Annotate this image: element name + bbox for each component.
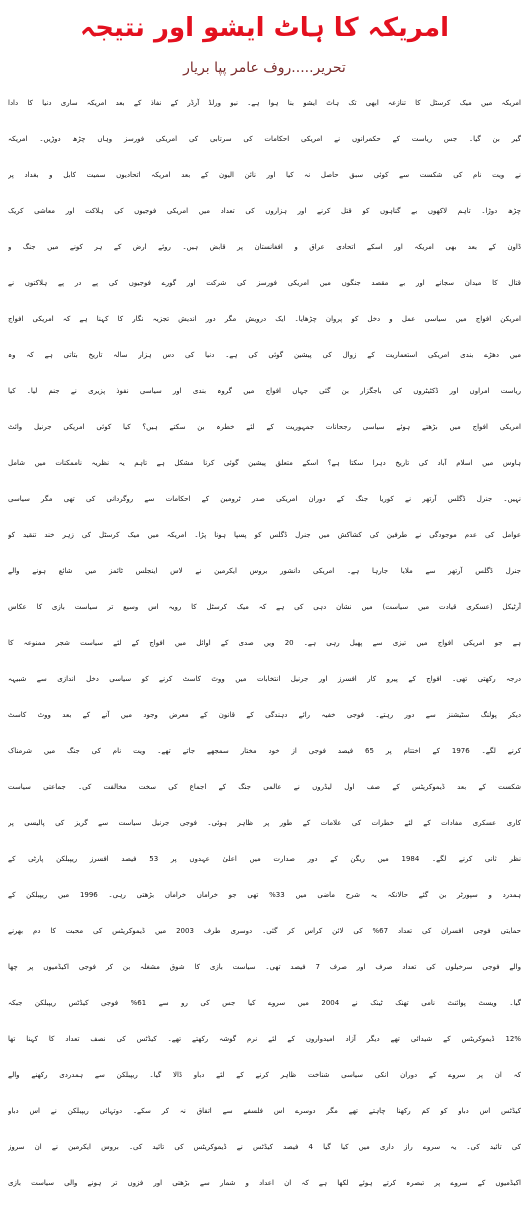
article-line: نظر ثانی کرنے لگے۔ 1984 میں ریگن کے دور صدارت میں اعلیٰ عہدوں پر 53 فیصد افسرز ریپبلکن پارٹی کے — [8, 855, 521, 863]
article-line: دیکر پولنگ سٹیشنز سے دور رہتے۔ فوجی خفیہ رائے دہندگی کے قانون کے معرض وجود میں آنے کے بعد ووٹ کاسٹ — [8, 711, 521, 719]
article-line: عوامل کی عدم موجودگی نے طرفین کی کشاکش میں جنرل ڈگلس کو پسپا ہونا پڑا۔ امریکہ میں میک کرسٹل کی زہر خند تنقید کو — [8, 531, 521, 539]
article-line: امریکہ میں میک کرسٹل کا تنازعہ ابھی تک ہاٹ ایشو بنا ہوا ہے۔ نیو ورلڈ آرڈر کے نفاذ کے بعد امریکہ ساری دنیا کا دادا — [8, 99, 521, 107]
article-line: کی تائید کی۔ یہ سروے راز داری میں کیا گیا 4 فیصد کیڈٹس نے ڈیموکریٹس کی تائید کی۔ بروس ایکرمین نے ان سروز — [8, 1143, 521, 1151]
article-line: چڑھ دوڑا۔ تاہم لاکھوں بے گناہوں کو قتل کرنے اور ہزاروں کی تعداد میں امریکی فوجیوں کی ہلاکت اور معاشی کریک — [8, 207, 521, 215]
article-title: امریکہ کا ہاٹ ایشو اور نتیجہ — [79, 13, 449, 43]
article-line: گیر بن گیا۔ جس ریاست کے حکمرانوں نے امریکی احکامات کی سرتابی کی امریکی فورسز وہاں چڑھ دوڑیں۔ امریکہ — [8, 135, 521, 143]
article-line: درجہ رکھتی تھی۔ افواج کے پیرو کار افسرز اور جرنیل انتخابات میں ووٹ کاسٹ کرنے کو سیاسی دخل اندازی سے شبیہہ — [8, 675, 521, 683]
article-line: قتال کا میدان سجانے اور بے مقصد جنگوں میں امریکی فورسز کی شرکت اور گورے فوجیوں کی پے در پے ہلاکتوں نے — [8, 279, 521, 287]
article-line: اکیڈمیوں کے سروے پر تبصرہ کرتے ہوئے لکھا ہے کہ ان اعداد و شمار سے بڑھتی اور فزوں تر ہونے والی سیاست بازی — [8, 1179, 521, 1187]
article-line: گیا۔ ویسٹ پوائنٹ نامی تھنک ٹینک نے 2004 میں سروے کیا جس کی رو سے 61% فوجی کیڈٹس ریپبلکن جبکہ — [8, 999, 521, 1007]
article-line: امریکی افواج میں بڑھتے ہوئے سیاسی رجحانات جمہوریت کے لئے خطرہ بن سکتے ہیں؟ کیا کوئی امریکی جرنیل وائٹ — [8, 423, 521, 431]
article-line: ہمدرد و سپورٹر بن گئے حالانکہ یہ شرح ماضی میں 33% تھی جو خراماں خراماں بڑھتی رہی۔ 1996 میں ریپبلکن کے — [8, 891, 521, 899]
article-line: شکست کے بعد ڈیموکریٹس کے صف اول لیڈروں نے عالمی جنگ کے اجماع کی سخت مخالفت کی۔ جماعتی سیاست — [8, 783, 521, 791]
article-line: جنرل ڈگلس آرتھر سے ملایا جارہا ہے۔ امریکی دانشور بروس ایکرمین نے لاس اینجلس ٹائمز میں شائع ہونے والے — [8, 567, 521, 575]
article-line: امریکن افواج میں سیاسی عمل و دخل کو پروان چڑھایا۔ ایک درویش مگر دور اندیش تجزیہ نگار کا کہنا ہے کہ امریکی افواج — [8, 315, 521, 323]
article-line: ریاست امراوں اور ڈکٹیٹروں کی باجگزار بن گئی جہاں افواج میں گروہ بندی اور سیاسی نفوذ پزیری نے جنم لیا۔ کیا — [8, 387, 521, 395]
article-line: میں دھڑے بندی امریکی استعماریت کے زوال کی پیشین گوئی کی ہے۔ دنیا کی دس ہزار سالہ تاریخ بتاتی ہے کہ وہ — [8, 351, 521, 359]
article-line: ڈاون کے بعد بھی امریکہ اور اسکے اتحادی عراق و افغانستان پر قابض ہیں۔ روئے ارض کے ہر کونے میں جنگ و — [8, 243, 521, 251]
article-line: کیڈٹس اس دباو کو کم رکھنا چاہتے تھے مگر دوسرے اس فلسفے سے اتفاق نہ کر سکے۔ دوتہائی ریپبلکن نے اس دباو — [8, 1107, 521, 1115]
article-line: کاری عسکری مفادات کے لئے خطرات کی علامات کے طور پر ظاہر ہوئی۔ فوجی جرنیل سیاست سے گریز کی پالیسی پر — [8, 819, 521, 827]
article-line: ہاوس میں اسلام آباد کی تاریخ دہرا سکتا ہے؟ اسکے متعلق پیشین گوئی کرنا مشکل ہے تاہم یہ نظریہ ناممکنات میں شامل — [8, 459, 521, 467]
article-line: ہے جو امریکی افواج میں تیزی سے پھیل رہی ہے۔ 20 ویں صدی کے اوائل میں افواج کے لئے سیاست شجر ممنوعہ کا — [8, 639, 521, 647]
article-body — [8, 85, 521, 1201]
article-line: کہ ان پر سروے کے دوران انکی سیاسی شناخت ظاہر کرنے کے لئے دباو ڈالا گیا۔ ریپبلکن سے ہمدردی رکھنے والے — [8, 1071, 521, 1079]
article-line: نے ویت نام کی شکست سے کوئی سبق حاصل نہ کیا اور نائن الیون کے بعد امریکہ اتحادیوں سمیت کابل و بغداد پر — [8, 171, 521, 179]
article-line: حمایتی فوجی افسران کی تعداد 67% کی لائن کراس کر گئی۔ دوسری طرف 2003 میں ڈیموکریٹس کی محبت کا دم بھرنے — [8, 927, 521, 935]
article-line: 12% ڈیموکریٹس کے شیدائی تھے دیگر آزاد امیدواروں کے لئے نرم گوشہ رکھتے تھے۔ کیڈٹس کی نصف تعداد کا کہنا تھا — [8, 1035, 521, 1043]
article-line: آرٹیکل (عسکری قیادت میں سیاست) میں نشان دہی کی ہے کہ میک کرسٹل کا رویہ اس وسیع تر سیاست بازی کا عکاس — [8, 603, 521, 611]
article-line: کرنے لگے۔ 1976 کے اختتام پر 65 فیصد فوجی از خود مختار سمجھے جاتے تھے۔ ویت نام کی جنگ میں شرمناک — [8, 747, 521, 755]
article-line: والے فوجی سرخیلوں کی تعداد صرف اور صرف 7 فیصد تھی۔ سیاست بازی کا شوق مشغلہ بن کر فوجی اکیڈمیوں پر چھا — [8, 963, 521, 971]
article-line: نہیں۔ جنرل ڈگلس آرتھر نے کوریا جنگ کے دوران امریکی صدر ٹرومین کے احکامات سے روگردانی کی تھی مگر سیاسی — [8, 495, 521, 503]
article-byline: تحریر.....روف عامر پپا بریار — [183, 60, 346, 76]
